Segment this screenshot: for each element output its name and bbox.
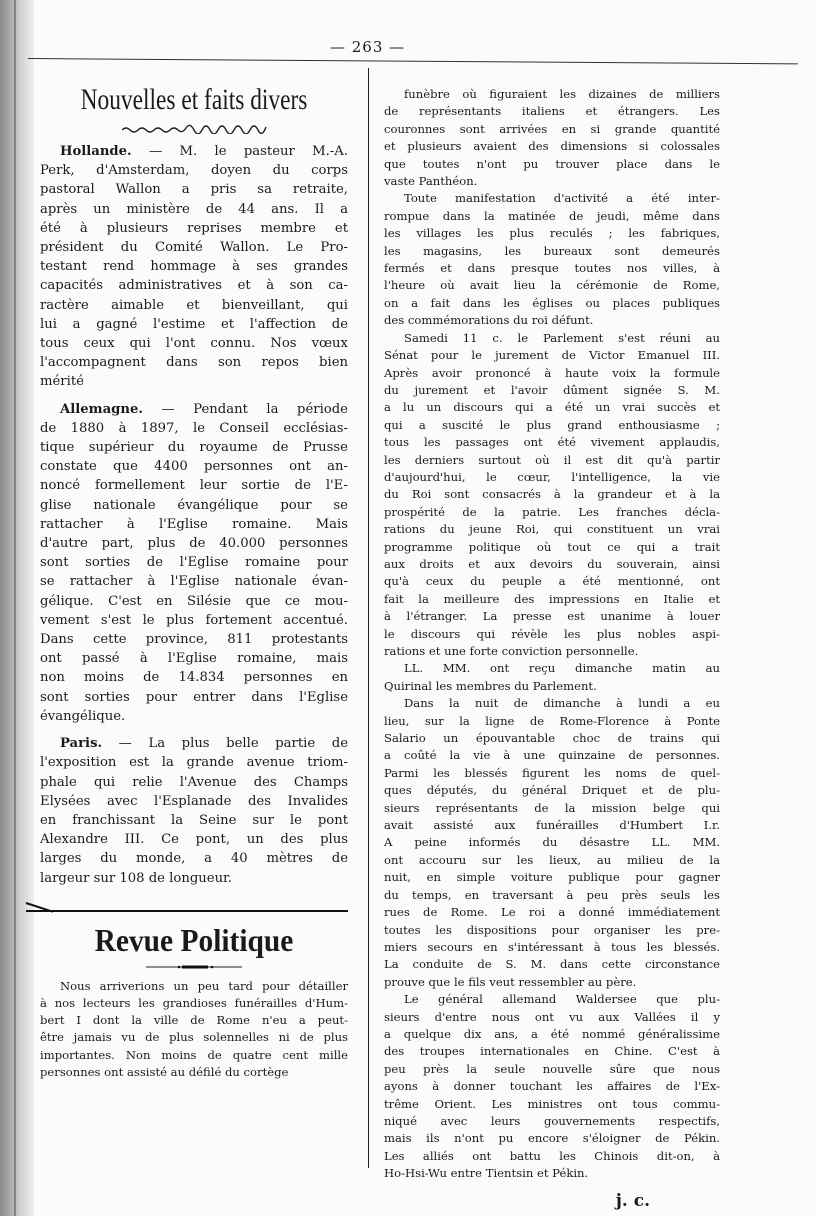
line-text: prouve que le fils veut ressembler au père.	[384, 974, 637, 989]
line-text: été à plusieurs reprises membre et	[40, 220, 348, 236]
line-text: Perk, d'Amsterdam, doyen du corps	[40, 163, 348, 179]
text-line	[384, 1096, 720, 1113]
paragraph-quirinal	[384, 660, 720, 695]
line-text: importantes. Non moins de quatre cent mille	[40, 1047, 348, 1062]
paragraph-choc-trains	[384, 695, 720, 991]
text-line	[40, 219, 348, 238]
line-text: les villages les plus reculés ; les fabriques,	[384, 226, 720, 241]
text-line	[384, 643, 720, 660]
line-text: lieu, sur la ligne de Rome-Florence à Ponte	[384, 713, 720, 728]
line-text: ayons à donner touchant les affaires de l'Ex-	[384, 1079, 720, 1094]
line-text: Samedi 11 c. le Parlement s'est réuni au	[404, 330, 720, 345]
text-line	[384, 817, 720, 834]
article-allemagne	[40, 400, 348, 726]
line-text: Dans cette province, 811 protestants	[40, 632, 348, 648]
text-line	[384, 573, 720, 590]
line-text: du jurement et l'avoir dûment signée S. M.	[384, 382, 720, 397]
line-text: sont sorties pour entrer dans l'Eglise	[40, 689, 348, 705]
paragraph-waldersee	[384, 991, 720, 1182]
line-text: en franchissant la Seine sur le pont	[40, 812, 348, 828]
text-line	[384, 243, 720, 260]
text-line	[384, 434, 720, 451]
text-line	[384, 974, 720, 991]
line-text: Nous arriverions un peu tard pour détailler	[60, 978, 348, 993]
line-text: LL. MM. ont reçu dimanche matin au	[404, 661, 720, 676]
section-title-nouvelles: Nouvelles et faits divers	[80, 83, 308, 116]
text-line	[384, 713, 720, 730]
text-line	[384, 1061, 720, 1078]
text-line	[40, 792, 348, 811]
line-text: de représentants italiens et étrangers. Les	[384, 104, 720, 119]
line-text: a coûté la vie à une quinzaine de personnes.	[384, 748, 720, 763]
wave-ornament	[122, 124, 267, 134]
text-line	[384, 904, 720, 921]
line-text: des commémorations du roi défunt.	[384, 313, 594, 328]
line-text: rompue dans la matinée de jeudi, même dans	[384, 208, 720, 223]
text-line	[384, 539, 720, 556]
text-line	[384, 86, 720, 103]
line-text: glise nationale évangélique pour se	[40, 497, 348, 513]
line-text: tique supérieur du royaume de Prusse	[40, 440, 348, 456]
line-text: nuit, en simple voiture publique pour gagner	[384, 870, 720, 885]
line-text: a lu un discours qui a été un vrai succès et	[384, 400, 720, 415]
text-line	[384, 1148, 720, 1165]
line-text: à nos lecteurs les grandioses funérailles d'Hum-	[40, 995, 348, 1010]
article-paris	[40, 734, 348, 888]
text-line	[40, 869, 348, 888]
text-line	[384, 695, 720, 712]
text-line	[384, 1009, 720, 1026]
text-line	[384, 765, 720, 782]
article-lead: Hollande.	[60, 144, 132, 159]
line-text: programme politique où tout ce qui a trait	[384, 539, 720, 554]
line-text: tous ceux qui l'ont connu. Nos vœux	[40, 336, 348, 352]
right-column	[384, 86, 720, 1210]
line-text: ont passé à l'Eglise romaine, mais	[40, 651, 348, 667]
line-text: l'exposition est la grande avenue triom-	[40, 755, 348, 771]
line-text: non moins de 14.834 personnes en	[40, 670, 348, 686]
text-line	[384, 190, 720, 207]
text-line	[40, 1047, 348, 1064]
line-text: Après avoir prononcé à haute voix la formule	[384, 365, 720, 380]
article-revue-politique	[40, 978, 348, 1081]
line-text: après un ministère de 44 ans. Il a	[40, 201, 348, 217]
line-text: Le général allemand Waldersee que plu-	[404, 992, 720, 1007]
text-line	[384, 295, 720, 312]
text-line	[40, 995, 348, 1012]
text-line	[384, 138, 720, 155]
line-text: rattacher à l'Eglise romaine. Mais	[40, 516, 348, 532]
text-line	[384, 417, 720, 434]
text-line	[384, 887, 720, 904]
line-text: Sénat pour le jurement de Victor Emanuel III.	[384, 348, 720, 363]
line-text: A peine informés du désastre LL. MM.	[384, 835, 720, 850]
text-line	[40, 688, 348, 707]
text-line	[40, 811, 348, 830]
text-line	[40, 534, 348, 553]
text-line	[40, 592, 348, 611]
text-line	[40, 353, 348, 372]
text-line	[384, 225, 720, 242]
line-text: que toutes n'ont pu trouver place dans le	[384, 156, 720, 171]
paragraph-funerailles	[384, 86, 720, 190]
article-lead: Paris.	[60, 736, 103, 752]
line-text: trême Orient. Les ministres ont tous commu-	[384, 1096, 720, 1111]
line-text: personnes ont assisté au défilé du cortège	[40, 1064, 289, 1079]
text-line	[384, 156, 720, 173]
text-line	[384, 1130, 720, 1147]
text-line	[40, 707, 348, 726]
section-title-revue-politique: Revue Politique	[94, 921, 294, 958]
text-line	[384, 277, 720, 294]
text-line	[384, 922, 720, 939]
line-text: Les alliés ont battu les Chinois dit-on, à	[384, 1148, 720, 1163]
text-line	[40, 734, 348, 753]
text-line	[40, 142, 348, 161]
text-line	[40, 630, 348, 649]
author-signature: j. c.	[615, 1190, 650, 1211]
text-line	[40, 496, 348, 515]
line-text: du Roi sont consacrés à la grandeur et à la	[384, 487, 720, 502]
line-text: fermés et dans presque toutes nos villes, à	[384, 261, 720, 276]
line-text: du temps, en traversant à peu près seuls les	[384, 887, 720, 902]
text-line	[384, 382, 720, 399]
text-line	[40, 276, 348, 295]
text-line	[40, 372, 348, 391]
text-line	[40, 978, 348, 995]
text-line	[40, 476, 348, 495]
line-text: vaste Panthéon.	[384, 174, 478, 189]
line-text: testant rend hommage à ses grandes	[40, 259, 348, 275]
text-line	[384, 852, 720, 869]
text-line	[384, 591, 720, 608]
paragraph-parlement	[384, 330, 720, 661]
text-line	[384, 1078, 720, 1095]
line-text: d'autre part, plus de 40.000 personnes	[40, 536, 348, 552]
line-text: bert I dont la ville de Rome n'eu a peut-	[40, 1013, 348, 1028]
line-text: Ho-Hsi-Wu entre Tientsin et Pékin.	[384, 1166, 589, 1181]
line-text: constate que 4400 personnes ont an-	[40, 459, 348, 475]
text-line	[384, 504, 720, 521]
text-line	[384, 399, 720, 416]
text-line	[384, 626, 720, 643]
section-divider-rule	[26, 910, 348, 912]
text-line	[40, 1064, 348, 1081]
text-line	[40, 200, 348, 219]
line-text: ractère aimable et bienveillant, qui	[40, 297, 348, 313]
text-line	[384, 208, 720, 225]
page-number: — 263 —	[330, 38, 406, 56]
line-text: phale qui relie l'Avenue des Champs	[40, 774, 348, 790]
line-text: le discours qui révèle les plus nobles aspi-	[384, 626, 720, 641]
line-text: se rattacher à l'Eglise nationale évan-	[40, 574, 348, 590]
text-line	[40, 1029, 348, 1046]
page-gutter-shadow	[0, 0, 34, 1216]
text-line	[384, 469, 720, 486]
text-line	[384, 521, 720, 538]
text-line	[40, 257, 348, 276]
paragraph-manifestation	[384, 190, 720, 329]
line-text: Toute manifestation d'activité a été inter-	[404, 191, 720, 206]
text-line	[384, 452, 720, 469]
text-line	[40, 849, 348, 868]
line-text: miers secours en s'intéressant à tous les blessés.	[384, 939, 720, 954]
text-line	[384, 991, 720, 1008]
text-line	[40, 668, 348, 687]
line-text: l'accompagnent dans son repos bien	[40, 355, 348, 371]
line-text: — Pendant la période	[142, 401, 348, 417]
line-text: sieurs représentants de la mission belge qui	[384, 800, 720, 815]
line-text: rues de Rome. Le roi a donné immédiatement	[384, 905, 720, 920]
text-line	[40, 649, 348, 668]
line-text: les magasins, les bureaux sont demeurés	[384, 243, 720, 258]
line-text: mais ils n'ont pu encore s'éloigner de Pékin.	[384, 1131, 720, 1146]
text-line	[40, 572, 348, 591]
line-text: des troupes internationales en Chine. C'est à	[384, 1044, 720, 1059]
line-text: mérité	[40, 374, 84, 390]
text-line	[384, 660, 720, 677]
line-text: être jamais vu de plus solennelles ni de plus	[40, 1030, 348, 1045]
text-line	[40, 753, 348, 772]
line-text: de 1880 à 1897, le Conseil ecclésias-	[40, 420, 348, 436]
line-text: funèbre où figuraient les dizaines de milliers	[404, 87, 720, 101]
text-line	[40, 334, 348, 353]
line-text: qu'à ceux du peuple a été mentionné, ont	[384, 574, 720, 589]
text-line	[384, 312, 720, 329]
line-text: d'aujourd'hui, le cœur, l'intelligence, la vie	[384, 469, 720, 484]
text-line	[40, 1012, 348, 1029]
line-text: prospérité de la patrie. Les franches décla-	[384, 504, 720, 519]
line-text: gélique. C'est en Silésie que ce mou-	[40, 593, 348, 609]
header-rule	[28, 58, 798, 64]
line-text: Alexandre III. Ce pont, un des plus	[40, 832, 348, 848]
line-text: qui a suscité le plus grand enthousiasme ;	[384, 417, 720, 432]
line-text: on a fait dans les églises ou places publiques	[384, 295, 720, 310]
text-line	[40, 611, 348, 630]
line-text: niqué avec leurs gouvernements respectifs,	[384, 1113, 720, 1128]
line-text: rations du jeune Roi, qui constituent un vrai	[384, 522, 720, 537]
line-text: Salario un épouvantable choc de trains qui	[384, 731, 720, 746]
line-text: tous les passages ont été vivement applaudis,	[384, 435, 720, 450]
text-line	[384, 834, 720, 851]
text-line	[384, 556, 720, 573]
text-line	[384, 747, 720, 764]
line-text: Dans la nuit de dimanche à lundi a eu	[404, 696, 720, 711]
line-text: a quelque dix ans, a été nommé généralissime	[384, 1026, 720, 1041]
text-line	[40, 238, 348, 257]
left-column	[40, 78, 348, 1081]
text-line	[384, 939, 720, 956]
line-text: les derniers surtout où il est dit qu'à partir	[384, 452, 720, 467]
text-line	[40, 419, 348, 438]
text-line	[40, 161, 348, 180]
text-line	[40, 457, 348, 476]
line-text: capacités administratives et à son ca-	[40, 278, 348, 294]
text-line	[40, 180, 348, 199]
text-line	[384, 173, 720, 190]
paragraph-gap	[40, 726, 348, 734]
line-text: Quirinal les membres du Parlement.	[384, 678, 597, 693]
section-divider	[26, 894, 348, 916]
text-line	[40, 515, 348, 534]
line-text: Parmi les blessés figurent les noms de quel-	[384, 765, 720, 780]
line-text: peu près la seule nouvelle sûre que nous	[384, 1061, 720, 1076]
text-line	[384, 121, 720, 138]
line-text: larges du monde, a 40 mètres de	[40, 851, 348, 867]
line-text: ont accouru sur les lieux, au milieu de la	[384, 852, 720, 867]
line-text: fait la meilleure des impressions en Italie et	[384, 591, 720, 606]
line-text: avait assisté aux funérailles d'Humbert I.r.	[384, 818, 720, 833]
line-text: et plusieurs avaient des dimensions si colossales	[384, 139, 720, 154]
text-line	[384, 330, 720, 347]
text-line	[384, 1165, 720, 1182]
line-text: l'heure où avait lieu la cérémonie de Rome,	[384, 278, 720, 293]
text-line	[384, 869, 720, 886]
text-line	[40, 438, 348, 457]
text-line	[384, 103, 720, 120]
text-line	[384, 608, 720, 625]
line-text: Elysées avec l'Esplanade des Invalides	[40, 793, 348, 809]
text-line	[40, 830, 348, 849]
line-text: évangélique.	[40, 708, 126, 724]
line-text: noncé formellement leur sortie de l'E-	[40, 478, 348, 494]
column-divider	[368, 68, 369, 1168]
paragraph-gap	[40, 392, 348, 400]
text-line	[40, 773, 348, 792]
text-line	[384, 486, 720, 503]
text-line	[384, 678, 720, 695]
line-text: La conduite de S. M. dans cette circonstance	[384, 957, 720, 972]
line-text: — La plus belle partie de	[102, 736, 348, 752]
line-text: ques députés, du général Driquet et de plu-	[384, 783, 720, 798]
text-line	[384, 956, 720, 973]
bar-ornament	[146, 964, 242, 970]
line-text: toutes les dispositions pour organiser les pre-	[384, 922, 720, 937]
article-lead: Allemagne.	[60, 401, 143, 417]
text-line	[384, 1026, 720, 1043]
line-text: pastoral Wallon a pris sa retraite,	[40, 182, 348, 198]
text-line	[384, 260, 720, 277]
text-line	[384, 800, 720, 817]
text-line	[384, 730, 720, 747]
text-line	[40, 296, 348, 315]
line-text: — M. le pasteur M.-A.	[131, 144, 348, 159]
line-text: sont sorties de l'Eglise romaine pour	[40, 555, 348, 571]
line-text: lui a gagné l'estime et l'affection de	[40, 316, 348, 332]
text-line	[384, 1113, 720, 1130]
line-text: largeur sur 108 de longueur.	[40, 870, 233, 886]
line-text: à l'étranger. La presse est unanime à louer	[384, 609, 720, 624]
text-line	[384, 1043, 720, 1060]
line-text: aux droits et aux devoirs du souverain, ainsi	[384, 556, 720, 571]
line-text: sieurs d'entre nous ont vu aux Vallées il y	[384, 1009, 720, 1024]
line-text: président du Comité Wallon. Le Pro-	[40, 240, 348, 256]
line-text: couronnes sont arrivées en si grande quantité	[384, 121, 720, 136]
text-line	[40, 315, 348, 334]
text-line	[384, 365, 720, 382]
text-line	[40, 553, 348, 572]
text-line	[40, 400, 348, 419]
line-text: vement s'est le plus fortement accentué.	[40, 612, 348, 628]
line-text: rations et une forte conviction personnelle.	[384, 644, 639, 658]
text-line	[384, 347, 720, 364]
article-hollande	[40, 142, 348, 392]
text-line	[384, 782, 720, 799]
